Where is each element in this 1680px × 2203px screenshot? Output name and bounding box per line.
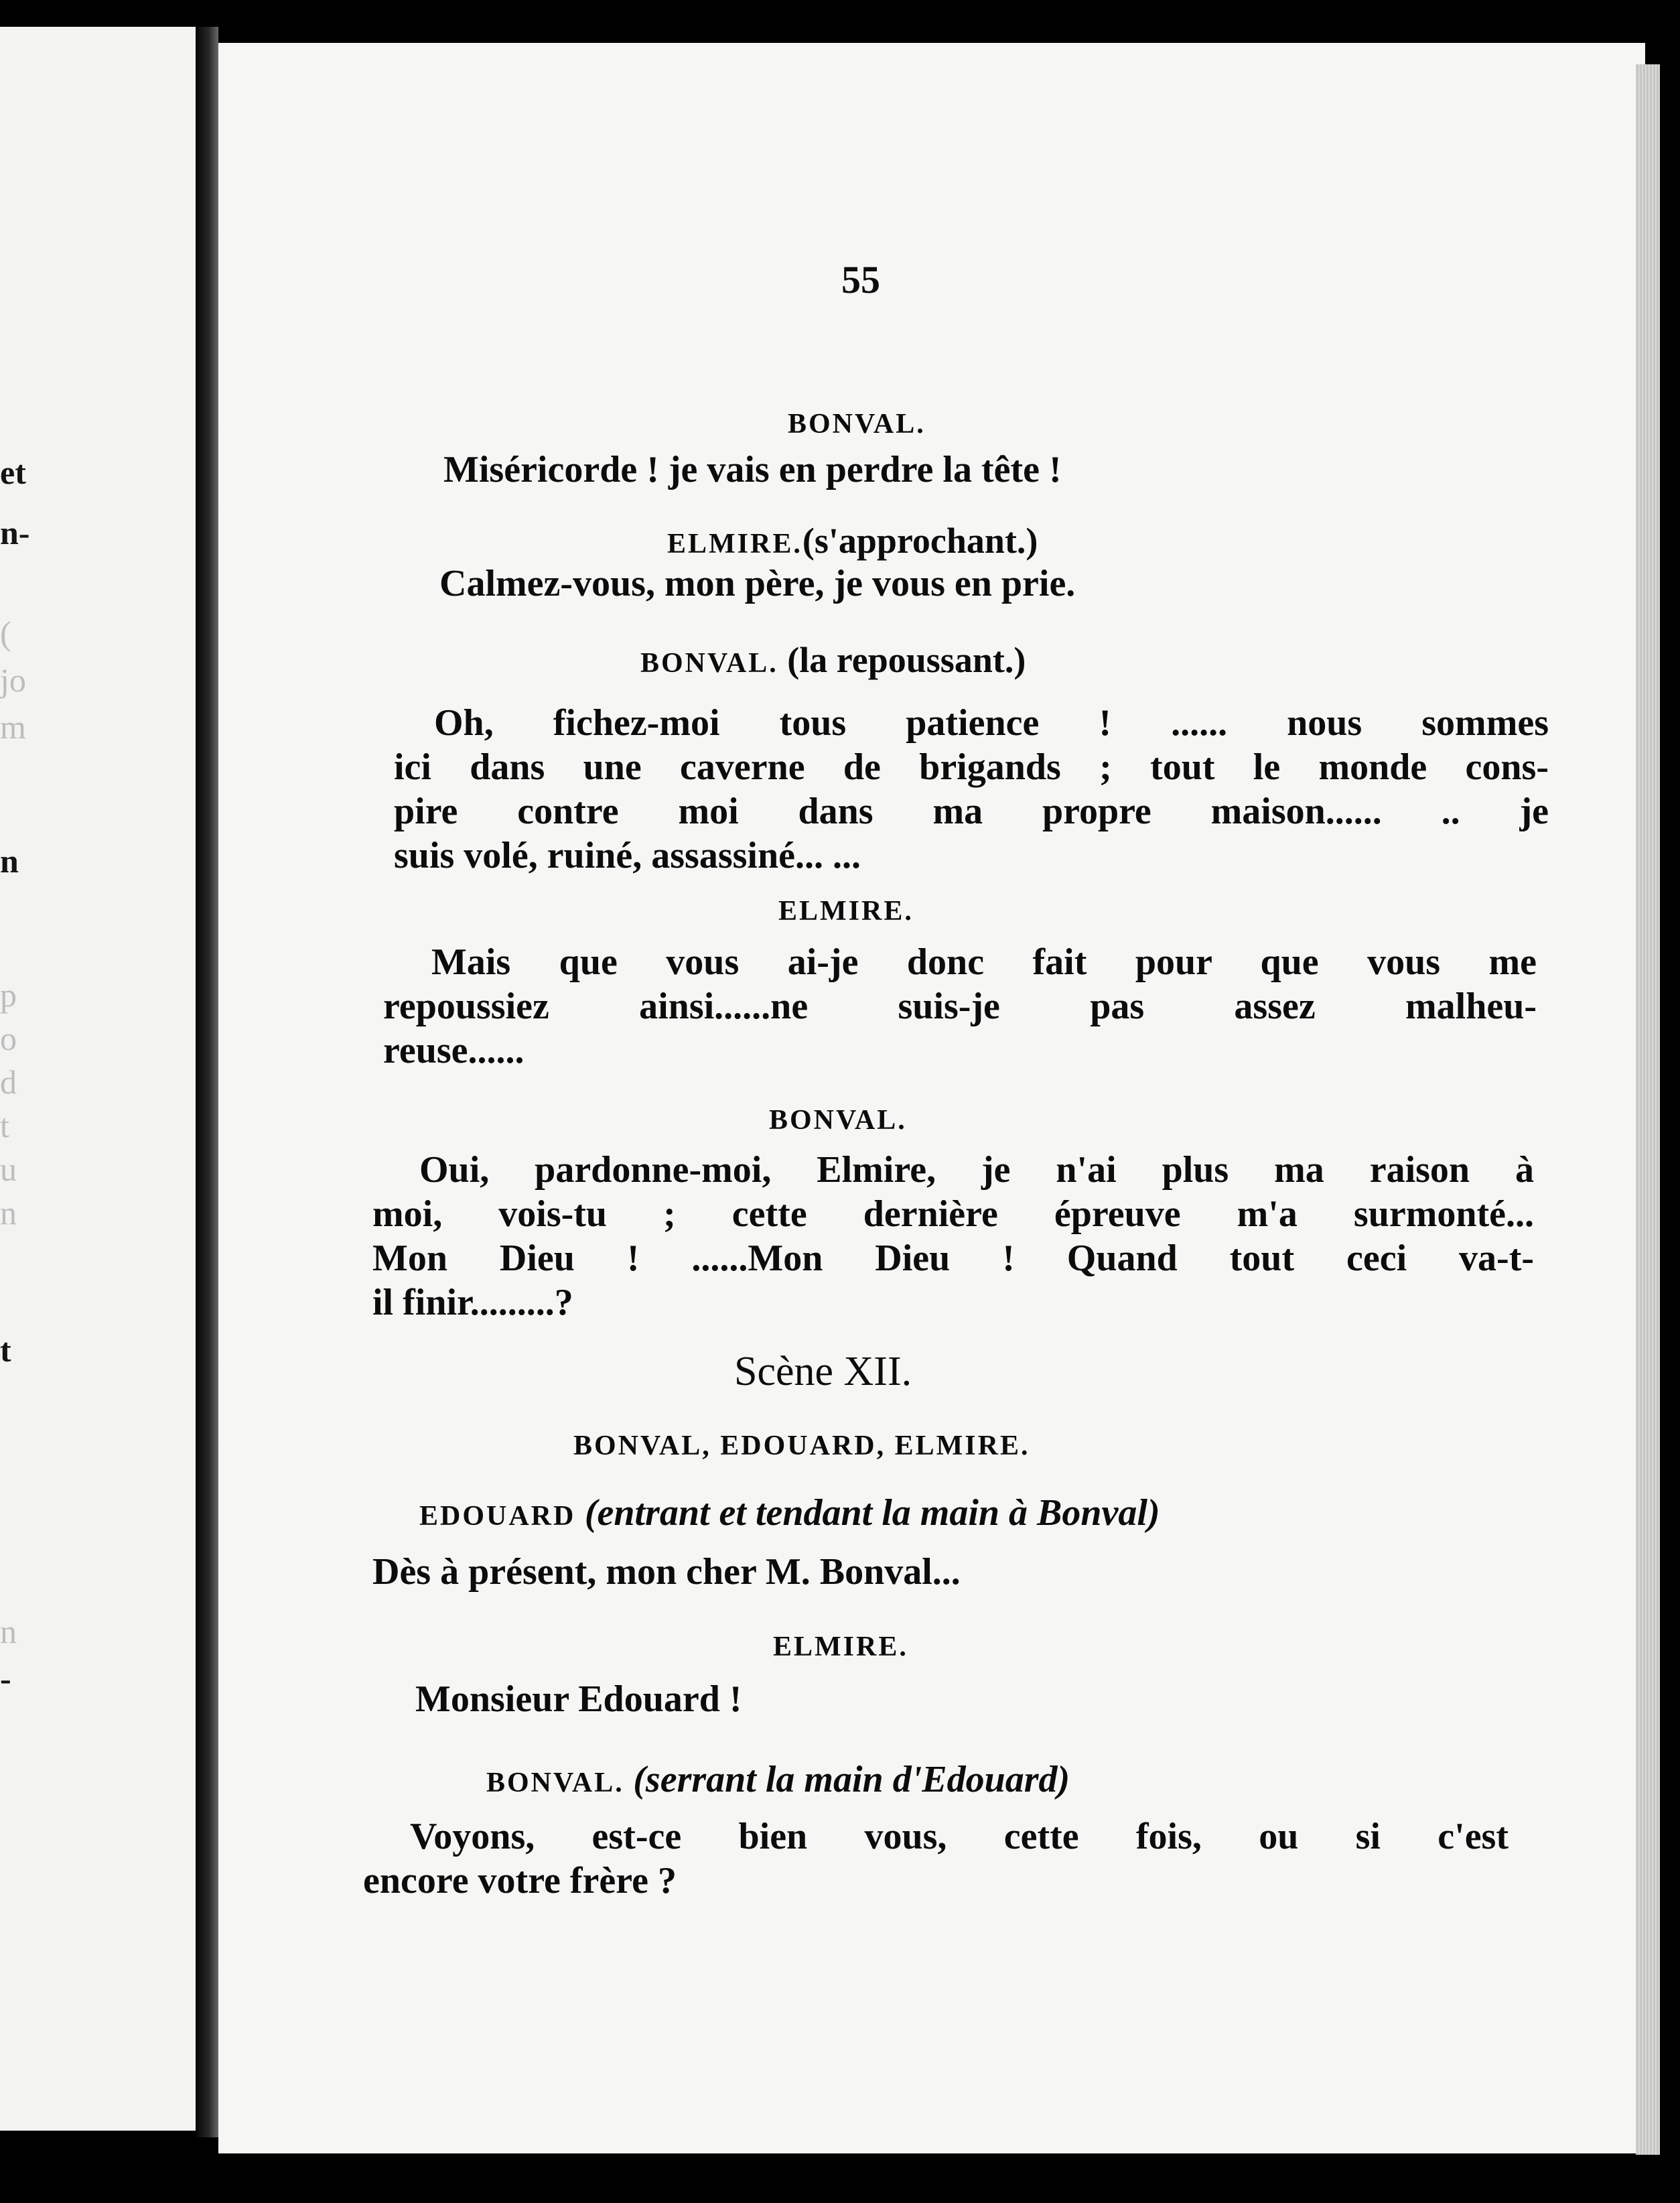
dialogue-line: Mon Dieu ! ......Mon Dieu ! Quand tout ceci va-t- xyxy=(372,1238,1534,1279)
speaker-name: BONVAL. (serrant la main d'Edouard) xyxy=(486,1759,1070,1800)
page-fragment: p xyxy=(0,976,17,1014)
dialogue-line: il finir.........? xyxy=(372,1282,573,1323)
speaker-name: BONVAL. xyxy=(788,409,926,440)
dialogue-line: Oui, pardonne-moi, Elmire, je n'ai plus ma raison à xyxy=(419,1149,1534,1191)
page-edge-stack xyxy=(1636,64,1660,2155)
scene-cast: BONVAL, EDOUARD, ELMIRE. xyxy=(573,1430,1030,1461)
book-gutter xyxy=(196,27,218,2137)
page-fragment: jo xyxy=(0,661,26,699)
dialogue-line: Dès à présent, mon cher M. Bonval... xyxy=(372,1551,961,1593)
page-fragment: - xyxy=(0,1660,11,1697)
previous-page-edge xyxy=(0,27,200,2131)
stage-direction: (entrant et tendant la main à Bonval) xyxy=(584,1492,1160,1534)
page-fragment: t xyxy=(0,1107,9,1144)
page-fragment: n xyxy=(0,1194,17,1231)
dialogue-line: encore votre frère ? xyxy=(363,1860,677,1901)
speaker-name: ELMIRE.(s'approchant.) xyxy=(667,521,1038,561)
book-page xyxy=(218,43,1645,2153)
dialogue-line: repoussiez ainsi......ne suis-je pas assez malheu- xyxy=(383,986,1537,1027)
speaker-name: ELMIRE. xyxy=(778,896,914,927)
stage-direction: (s'approchant.) xyxy=(802,521,1038,561)
dialogue-line: Calmez-vous, mon père, je vous en prie. xyxy=(439,563,1076,604)
dialogue-line: ici dans une caverne de brigands ; tout le monde cons- xyxy=(394,746,1549,788)
speaker-name: EDOUARD (entrant et tendant la main à Bonval) xyxy=(419,1492,1160,1534)
page-fragment: m xyxy=(0,708,26,746)
dialogue-line: reuse...... xyxy=(383,1030,524,1071)
dialogue-line: suis volé, ruiné, assassiné... ... xyxy=(394,835,861,876)
speaker-name: BONVAL. (la repoussant.) xyxy=(640,640,1026,680)
page-number: 55 xyxy=(841,258,880,302)
page-fragment: n xyxy=(0,1613,17,1650)
dialogue-line: Oh, fichez-moi tous patience ! ...... nous sommes xyxy=(434,702,1549,744)
page-fragment: o xyxy=(0,1020,17,1057)
speaker-name: BONVAL. xyxy=(769,1105,907,1136)
dialogue-line: pire contre moi dans ma propre maison...... .. je xyxy=(394,791,1549,832)
stage-direction: (la repoussant.) xyxy=(787,640,1026,680)
dialogue-line: Miséricorde ! je vais en perdre la tête ! xyxy=(443,449,1062,490)
stage-direction: (serrant la main d'Edouard) xyxy=(633,1759,1070,1800)
page-fragment: n- xyxy=(0,514,30,551)
dialogue-line: Voyons, est-ce bien vous, cette fois, ou si c'est xyxy=(410,1816,1509,1857)
page-fragment: u xyxy=(0,1150,17,1188)
page-fragment: et xyxy=(0,454,26,491)
dialogue-line: Mais que vous ai-je donc fait pour que vous me xyxy=(431,941,1537,983)
speaker-name: ELMIRE. xyxy=(773,1631,908,1662)
dialogue-line: Monsieur Edouard ! xyxy=(415,1678,742,1720)
page-fragment: t xyxy=(0,1331,11,1369)
page-fragment: n xyxy=(0,842,19,880)
page-fragment: ( xyxy=(0,614,11,652)
dialogue-line: moi, vois-tu ; cette dernière épreuve m'a surmonté... xyxy=(372,1193,1534,1235)
scene-title: Scène XII. xyxy=(734,1349,912,1394)
page-fragment: d xyxy=(0,1063,17,1101)
